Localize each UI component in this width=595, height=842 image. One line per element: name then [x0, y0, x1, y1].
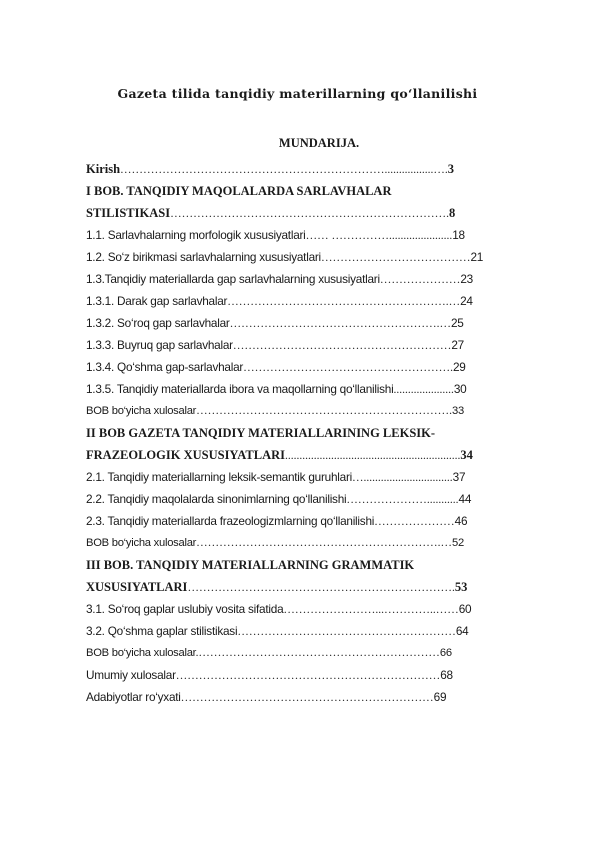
toc-entry-page: 23	[460, 272, 473, 286]
toc-entry-page: 24	[460, 294, 473, 308]
toc-entry-label: Adabiyotlar ro‘yxati	[86, 690, 181, 704]
toc-entry-label: 1.3.2. So‘roq gap sarlavhalar	[86, 316, 230, 330]
toc-entry-page: 29	[452, 360, 466, 374]
toc-entry-leader: ………………………………………………………	[198, 647, 440, 659]
toc-entry-label: 1.2. So‘z birikmasi sarlavhalarning xususiyatlari	[86, 250, 321, 264]
toc-entry-label: III BOB. TANQIDIY MATERIALLARNING GRAMMATIK	[86, 558, 415, 572]
toc-entry-page: 27	[451, 338, 464, 352]
toc-entry-leader: …………………	[374, 516, 455, 528]
table-of-contents	[86, 158, 532, 708]
toc-entry-1-3-1	[86, 290, 532, 312]
toc-entry-page: 25	[450, 316, 464, 330]
toc-entry-leader: …………………………………………………	[232, 340, 452, 352]
toc-entry-leader: …………………...........	[346, 494, 459, 506]
toc-entry-page: 52	[452, 537, 464, 549]
toc-entry-label: STILISTIKASI	[86, 206, 171, 220]
toc-entry-label: II BOB GAZETA TANQIDIY MATERIALLARINING LEKSIK-	[86, 426, 436, 440]
toc-entry-2-3	[86, 510, 532, 532]
toc-entry-label: 2.1. Tanqidiy materiallarning leksik-semantik guruhlari	[86, 470, 353, 484]
toc-entry-leader: …………………………………………………………	[180, 692, 434, 704]
toc-entry-label: BOB bo‘yicha xulosalar.	[86, 647, 199, 659]
toc-entry-3-1	[86, 598, 532, 620]
toc-entry-label: 1.3.1. Darak gap sarlavhalar	[86, 294, 228, 308]
toc-entry-leader: …………………………………………………	[237, 626, 456, 638]
toc-entry-chapter-1-summary	[86, 400, 532, 422]
toc-entry-1-3-4	[86, 356, 532, 378]
toc-entry-label: 1.3.4. Qo‘shma gap-sarlavhalar	[86, 360, 244, 374]
toc-entry-leader: ………………………………………………………….	[196, 405, 453, 417]
toc-entry-label: BOB bo‘yicha xulosalar	[86, 405, 197, 417]
toc-entry-page: 69	[433, 690, 447, 704]
toc-entry-page: 21	[470, 250, 484, 264]
toc-entry-1-3-3	[86, 334, 532, 356]
toc-entry-1-3	[86, 268, 532, 290]
toc-entry-page: 46	[454, 514, 468, 528]
toc-entry-leader: ……………………………………………………………….	[170, 208, 449, 220]
toc-entry-label: BOB bo‘yicha xulosalar	[86, 537, 197, 549]
toc-entry-label: I BOB. TANQIDIY MAQOLALARDA SARLAVHALAR	[86, 184, 392, 198]
toc-entry-1-2	[86, 246, 532, 268]
toc-entry-leader: ………………………………………………….…	[227, 296, 461, 308]
toc-entry-page: 37	[452, 470, 466, 484]
toc-entry-leader: …………………………………………………………….	[187, 582, 455, 594]
toc-entry-label: 3.1. So‘roq gaplar uslubiy vosita sifatida	[86, 602, 284, 616]
toc-entry-3-2	[86, 620, 532, 642]
toc-entry-page: 53	[454, 580, 468, 594]
toc-entry-leader: ……………………...…………..……	[283, 604, 459, 616]
toc-entry-leader: ……………………………………………….	[243, 362, 453, 374]
toc-entry-label: 1.3.5. Tanqidiy materiallarda ibora va maqollarning qo‘llanilishi	[86, 382, 394, 396]
toc-chapter-1-title-cont	[86, 202, 532, 224]
toc-entry-1-3-5	[86, 378, 532, 400]
toc-entry-label: 1.3.3. Buyruq gap sarlavhalar	[86, 338, 233, 352]
toc-entry-label: Kirish	[86, 162, 121, 176]
toc-entry-label: 2.2. Tanqidiy maqolalarda sinonimlarning qo‘llanilishi	[86, 492, 347, 506]
toc-entry-label: 3.2. Qo‘shma gaplar stilistikasi	[86, 624, 238, 638]
toc-entry-leader: .............................................................	[285, 450, 461, 462]
toc-entry-page: 30	[453, 382, 467, 396]
toc-entry-page: 18	[452, 228, 465, 242]
toc-entry-leader: …………………………………	[320, 252, 471, 264]
toc-entry-label: 1.1. Sarlavhalarning morfologik xususiyatlari	[86, 228, 306, 242]
toc-entry-chapter-2-summary	[86, 532, 532, 554]
toc-chapter-2-title	[86, 422, 532, 444]
toc-entry-page: 34	[460, 448, 473, 462]
toc-entry-page: 66	[439, 647, 452, 659]
toc-chapter-2-title-cont	[86, 444, 532, 466]
toc-entry-page: 33	[452, 405, 464, 417]
toc-entry-1-1	[86, 224, 532, 246]
toc-entry-label: Umumiy xulosalar	[86, 668, 176, 682]
toc-entry-leader: …………………………………………………………….................….	[120, 164, 448, 176]
toc-entry-1-3-2	[86, 312, 532, 334]
toc-entry-general-conclusions	[86, 664, 532, 686]
toc-entry-page: 60	[458, 602, 472, 616]
toc-entry-label: XUSUSIYATLARI	[86, 580, 188, 594]
toc-entry-leader: …………………	[379, 274, 461, 286]
toc-entry-2-1	[86, 466, 532, 488]
toc-entry-2-2	[86, 488, 532, 510]
document-title: Gazeta tilida tanqidiy materillarning qo‘llanilishi	[117, 86, 478, 101]
toc-entry-leader: .....................	[393, 384, 454, 396]
toc-heading: MUNDARIJA.	[278, 136, 360, 150]
toc-entry-label: FRAZEOLOGIK XUSUSIYATLARI	[86, 448, 286, 462]
toc-chapter-3-title-cont	[86, 576, 532, 598]
toc-entry-leader: ……………………………………………………………	[175, 670, 441, 682]
toc-entry-chapter-3-summary	[86, 642, 532, 664]
toc-entry-page: 44	[458, 492, 472, 506]
toc-entry-label: 1.3.Tanqidiy materiallarda gap sarlavhalarning xususiyatlari	[86, 272, 380, 286]
toc-entry-label: 2.3. Tanqidiy materiallarda frazeologizmlarning qo‘llanilishi	[86, 514, 375, 528]
toc-entry-page: 8	[448, 206, 456, 220]
toc-entry-page: 68	[440, 668, 453, 682]
toc-entry-bibliography	[86, 686, 532, 708]
toc-chapter-3-title	[86, 554, 532, 576]
toc-entry-page: 64	[455, 624, 469, 638]
toc-entry-leader: …… ……………......................	[305, 230, 453, 242]
toc-entry-kirish	[86, 158, 532, 180]
toc-entry-leader: ……………………………………………….…	[229, 318, 451, 330]
toc-entry-leader: …...............................	[352, 472, 453, 484]
toc-entry-leader: ……………………………………………………….…	[196, 537, 453, 549]
toc-entry-page: 3	[447, 162, 455, 176]
toc-chapter-1-title	[86, 180, 532, 202]
